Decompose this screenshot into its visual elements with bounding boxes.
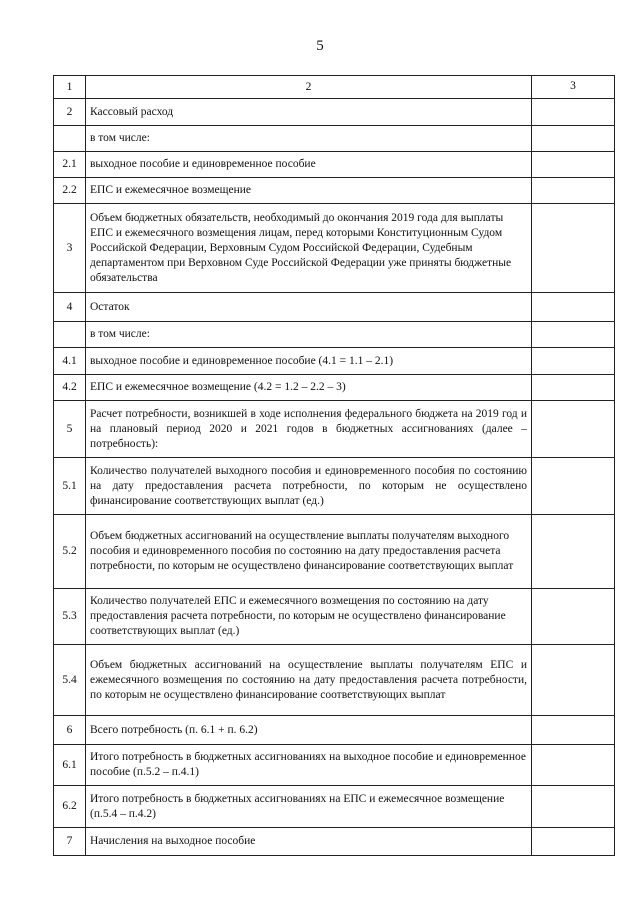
table-row [54,515,615,589]
row-text: Итого потребность в бюджетных ассигнованиях на ЕПС и ежемесячное возмещение (п.5.4 – п.4.2) [86,786,532,828]
row-value [532,178,615,204]
header-cell-value: 3 [532,76,615,99]
row-number: 4 [54,293,86,322]
row-text: Всего потребность (п. 6.1 + п. 6.2) [86,716,532,745]
row-text: Количество получателей выходного пособия и единовременного пособия по состоянию на дату предоставления расчета потребности, по которым не осуществлено финансирование соответствующих выплат (ед.) [86,458,532,515]
page-number: 5 [316,38,324,54]
table-row [54,645,615,716]
row-number: 2.1 [54,152,86,178]
row-text: Объем бюджетных ассигнований на осуществление выплаты получателям ЕПС и ежемесячного возмещения по состоянию на дату предоставления расчета потребности, по которым не осуществлено финансирование соответствующих выплат [86,645,532,716]
row-text: в том числе: [86,126,532,152]
row-number: 4.1 [54,348,86,375]
row-number: 7 [54,828,86,856]
row-value [532,348,615,375]
row-value [532,152,615,178]
row-text: Итого потребность в бюджетных ассигнованиях на выходное пособие и единовременное пособие (п.5.2 – п.4.1) [86,745,532,786]
table-row [54,786,615,828]
row-number: 5 [54,401,86,458]
row-value [532,458,615,515]
row-number [54,126,86,152]
row-number: 5.4 [54,645,86,716]
table-row [54,589,615,645]
table-row [54,204,615,293]
header-cell-text: 2 [86,76,532,99]
row-number: 6 [54,716,86,745]
table-row [54,828,615,856]
row-text: Количество получателей ЕПС и ежемесячного возмещения по состоянию на дату предоставления расчета потребности, по которым не осуществлено финансирование соответствующих выплат (ед.) [86,589,532,645]
table-row [54,375,615,401]
row-text: Остаток [86,293,532,322]
table-row [54,458,615,515]
row-value [532,322,615,348]
row-text: Расчет потребности, возникшей в ходе исполнения федерального бюджета на 2019 год и на плановый период 2020 и 2021 годов в бюджетных ассигнованиях (далее – потребность): [86,401,532,458]
row-value [532,204,615,293]
table-row [54,99,615,126]
row-number: 2 [54,99,86,126]
table-header-row [54,76,615,99]
row-text: выходное пособие и единовременное пособие (4.1 = 1.1 – 2.1) [86,348,532,375]
table-row [54,322,615,348]
row-number: 6.2 [54,786,86,828]
row-value [532,716,615,745]
row-number: 6.1 [54,745,86,786]
table-row [54,293,615,322]
header-cell-num: 1 [54,76,86,99]
row-text: Объем бюджетных обязательств, необходимый до окончания 2019 года для выплаты ЕПС и ежемесячного возмещения лицам, перед которыми Конституционным Судом Российской Федерации, Верховным Судом Российской Федерации, Судебным департаментом при Верховном Суде Российской Федерации уже приняты бюджетные обязательства [86,204,532,293]
table-row [54,348,615,375]
row-value [532,375,615,401]
table-row [54,152,615,178]
row-value [532,786,615,828]
row-value [532,401,615,458]
row-value [532,99,615,126]
table-row [54,401,615,458]
row-text: Объем бюджетных ассигнований на осуществление выплаты получателям выходного пособия и единовременного пособия по состоянию на дату предоставления расчета потребности, по которым не осуществлено финансирование соответствующих выплат [86,515,532,589]
row-number: 2.2 [54,178,86,204]
row-value [532,828,615,856]
row-number: 5.3 [54,589,86,645]
row-text: ЕПС и ежемесячное возмещение (4.2 = 1.2 – 2.2 – 3) [86,375,532,401]
budget-table [53,75,615,856]
row-text: Начисления на выходное пособие [86,828,532,856]
row-value [532,645,615,716]
table-row [54,716,615,745]
row-number: 3 [54,204,86,293]
row-text: ЕПС и ежемесячное возмещение [86,178,532,204]
row-value [532,126,615,152]
row-number: 5.1 [54,458,86,515]
table-row [54,126,615,152]
row-text: в том числе: [86,322,532,348]
row-value [532,293,615,322]
row-value [532,515,615,589]
row-text: Кассовый расход [86,99,532,126]
row-number: 5.2 [54,515,86,589]
row-text: выходное пособие и единовременное пособие [86,152,532,178]
table-row [54,178,615,204]
row-value [532,589,615,645]
table-row [54,745,615,786]
row-number [54,322,86,348]
row-number: 4.2 [54,375,86,401]
row-value [532,745,615,786]
